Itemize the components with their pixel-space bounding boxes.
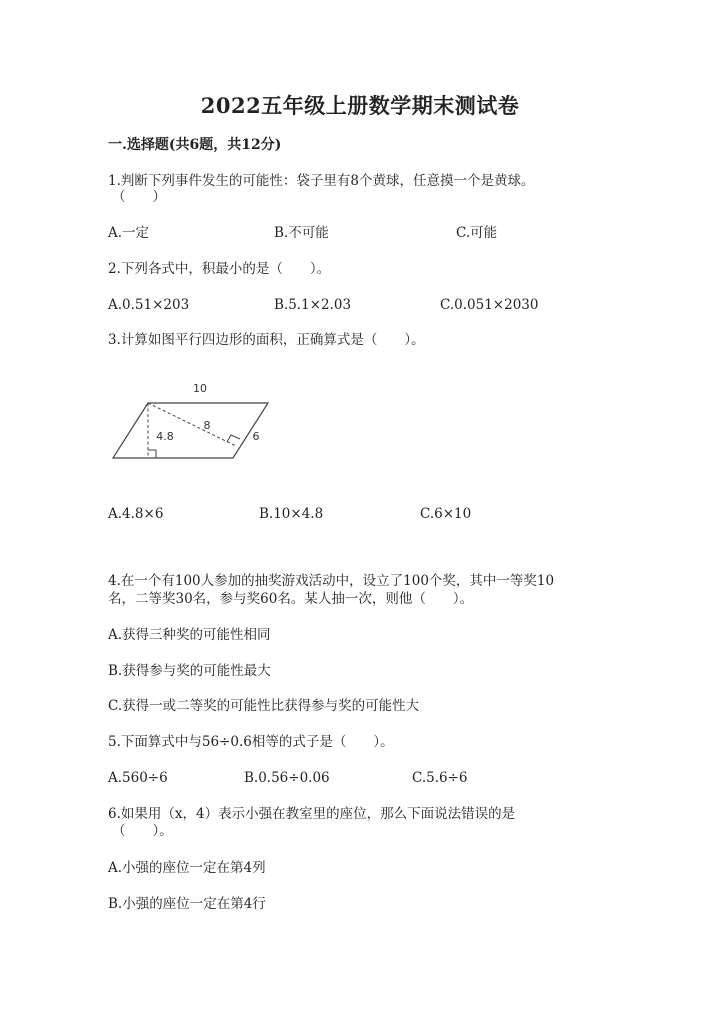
label-side: 6 bbox=[252, 430, 260, 443]
label-diagonal: 8 bbox=[203, 419, 211, 432]
question-4-stem-cont: 名，二等奖30名，参与奖60名。某人抽一次，则他（ ）。 bbox=[108, 591, 474, 607]
question-6-stem: 6.如果用（x，4）表示小强在教室里的座位，那么下面说法错误的是 bbox=[108, 806, 516, 822]
question-6-option-a[interactable]: A.小强的座位一定在第4列 bbox=[108, 860, 266, 876]
question-1-option-b[interactable]: B.不可能 bbox=[274, 225, 329, 241]
question-5-option-b[interactable]: B.0.56÷0.06 bbox=[244, 770, 330, 786]
question-3-option-c[interactable]: C.6×10 bbox=[420, 506, 472, 522]
question-3-option-b[interactable]: B.10×4.8 bbox=[259, 506, 324, 522]
question-1-option-a[interactable]: A.一定 bbox=[108, 225, 150, 241]
parallelogram-shape bbox=[113, 403, 268, 458]
parallelogram-figure bbox=[100, 372, 290, 470]
question-5-option-a[interactable]: A.560÷6 bbox=[108, 770, 168, 786]
right-angle-mark-side bbox=[227, 435, 240, 442]
question-1-stem: 1.判断下列事件发生的可能性：袋子里有8个黄球，任意摸一个是黄球。 bbox=[108, 173, 535, 189]
question-1-stem-cont: （ ） bbox=[112, 189, 166, 205]
question-5-option-c[interactable]: C.5.6÷6 bbox=[412, 770, 468, 786]
question-2-option-c[interactable]: C.0.051×2030 bbox=[440, 297, 539, 313]
question-4-option-a[interactable]: A.获得三种奖的可能性相同 bbox=[108, 627, 271, 643]
exam-title: 2022五年级上册数学期末测试卷 bbox=[200, 93, 520, 118]
question-2-stem: 2.下列各式中，积最小的是（ ）。 bbox=[108, 261, 331, 277]
right-angle-mark-bottom bbox=[148, 450, 156, 458]
question-2-option-a[interactable]: A.0.51×203 bbox=[108, 297, 190, 313]
label-top: 10 bbox=[193, 382, 207, 395]
question-3-stem: 3.计算如图平行四边形的面积，正确算式是（ ）。 bbox=[108, 332, 425, 348]
question-5-stem: 5.下面算式中与56÷0.6相等的式子是（ ）。 bbox=[108, 734, 394, 750]
section-heading: 一.选择题(共6题，共12分) bbox=[108, 137, 282, 153]
question-6-stem-cont: （ ）。 bbox=[112, 823, 173, 839]
question-4-stem: 4.在一个有100人参加的抽奖游戏活动中，设立了100个奖，其中一等奖10 bbox=[108, 573, 555, 589]
question-4-option-b[interactable]: B.获得参与奖的可能性最大 bbox=[108, 663, 271, 679]
question-4-option-c[interactable]: C.获得一或二等奖的可能性比获得参与奖的可能性大 bbox=[108, 698, 420, 714]
question-2-option-b[interactable]: B.5.1×2.03 bbox=[274, 297, 352, 313]
question-3-option-a[interactable]: A.4.8×6 bbox=[108, 506, 164, 522]
label-height: 4.8 bbox=[156, 430, 174, 443]
question-1-option-c[interactable]: C.可能 bbox=[456, 225, 498, 241]
question-6-option-b[interactable]: B.小强的座位一定在第4行 bbox=[108, 896, 266, 912]
